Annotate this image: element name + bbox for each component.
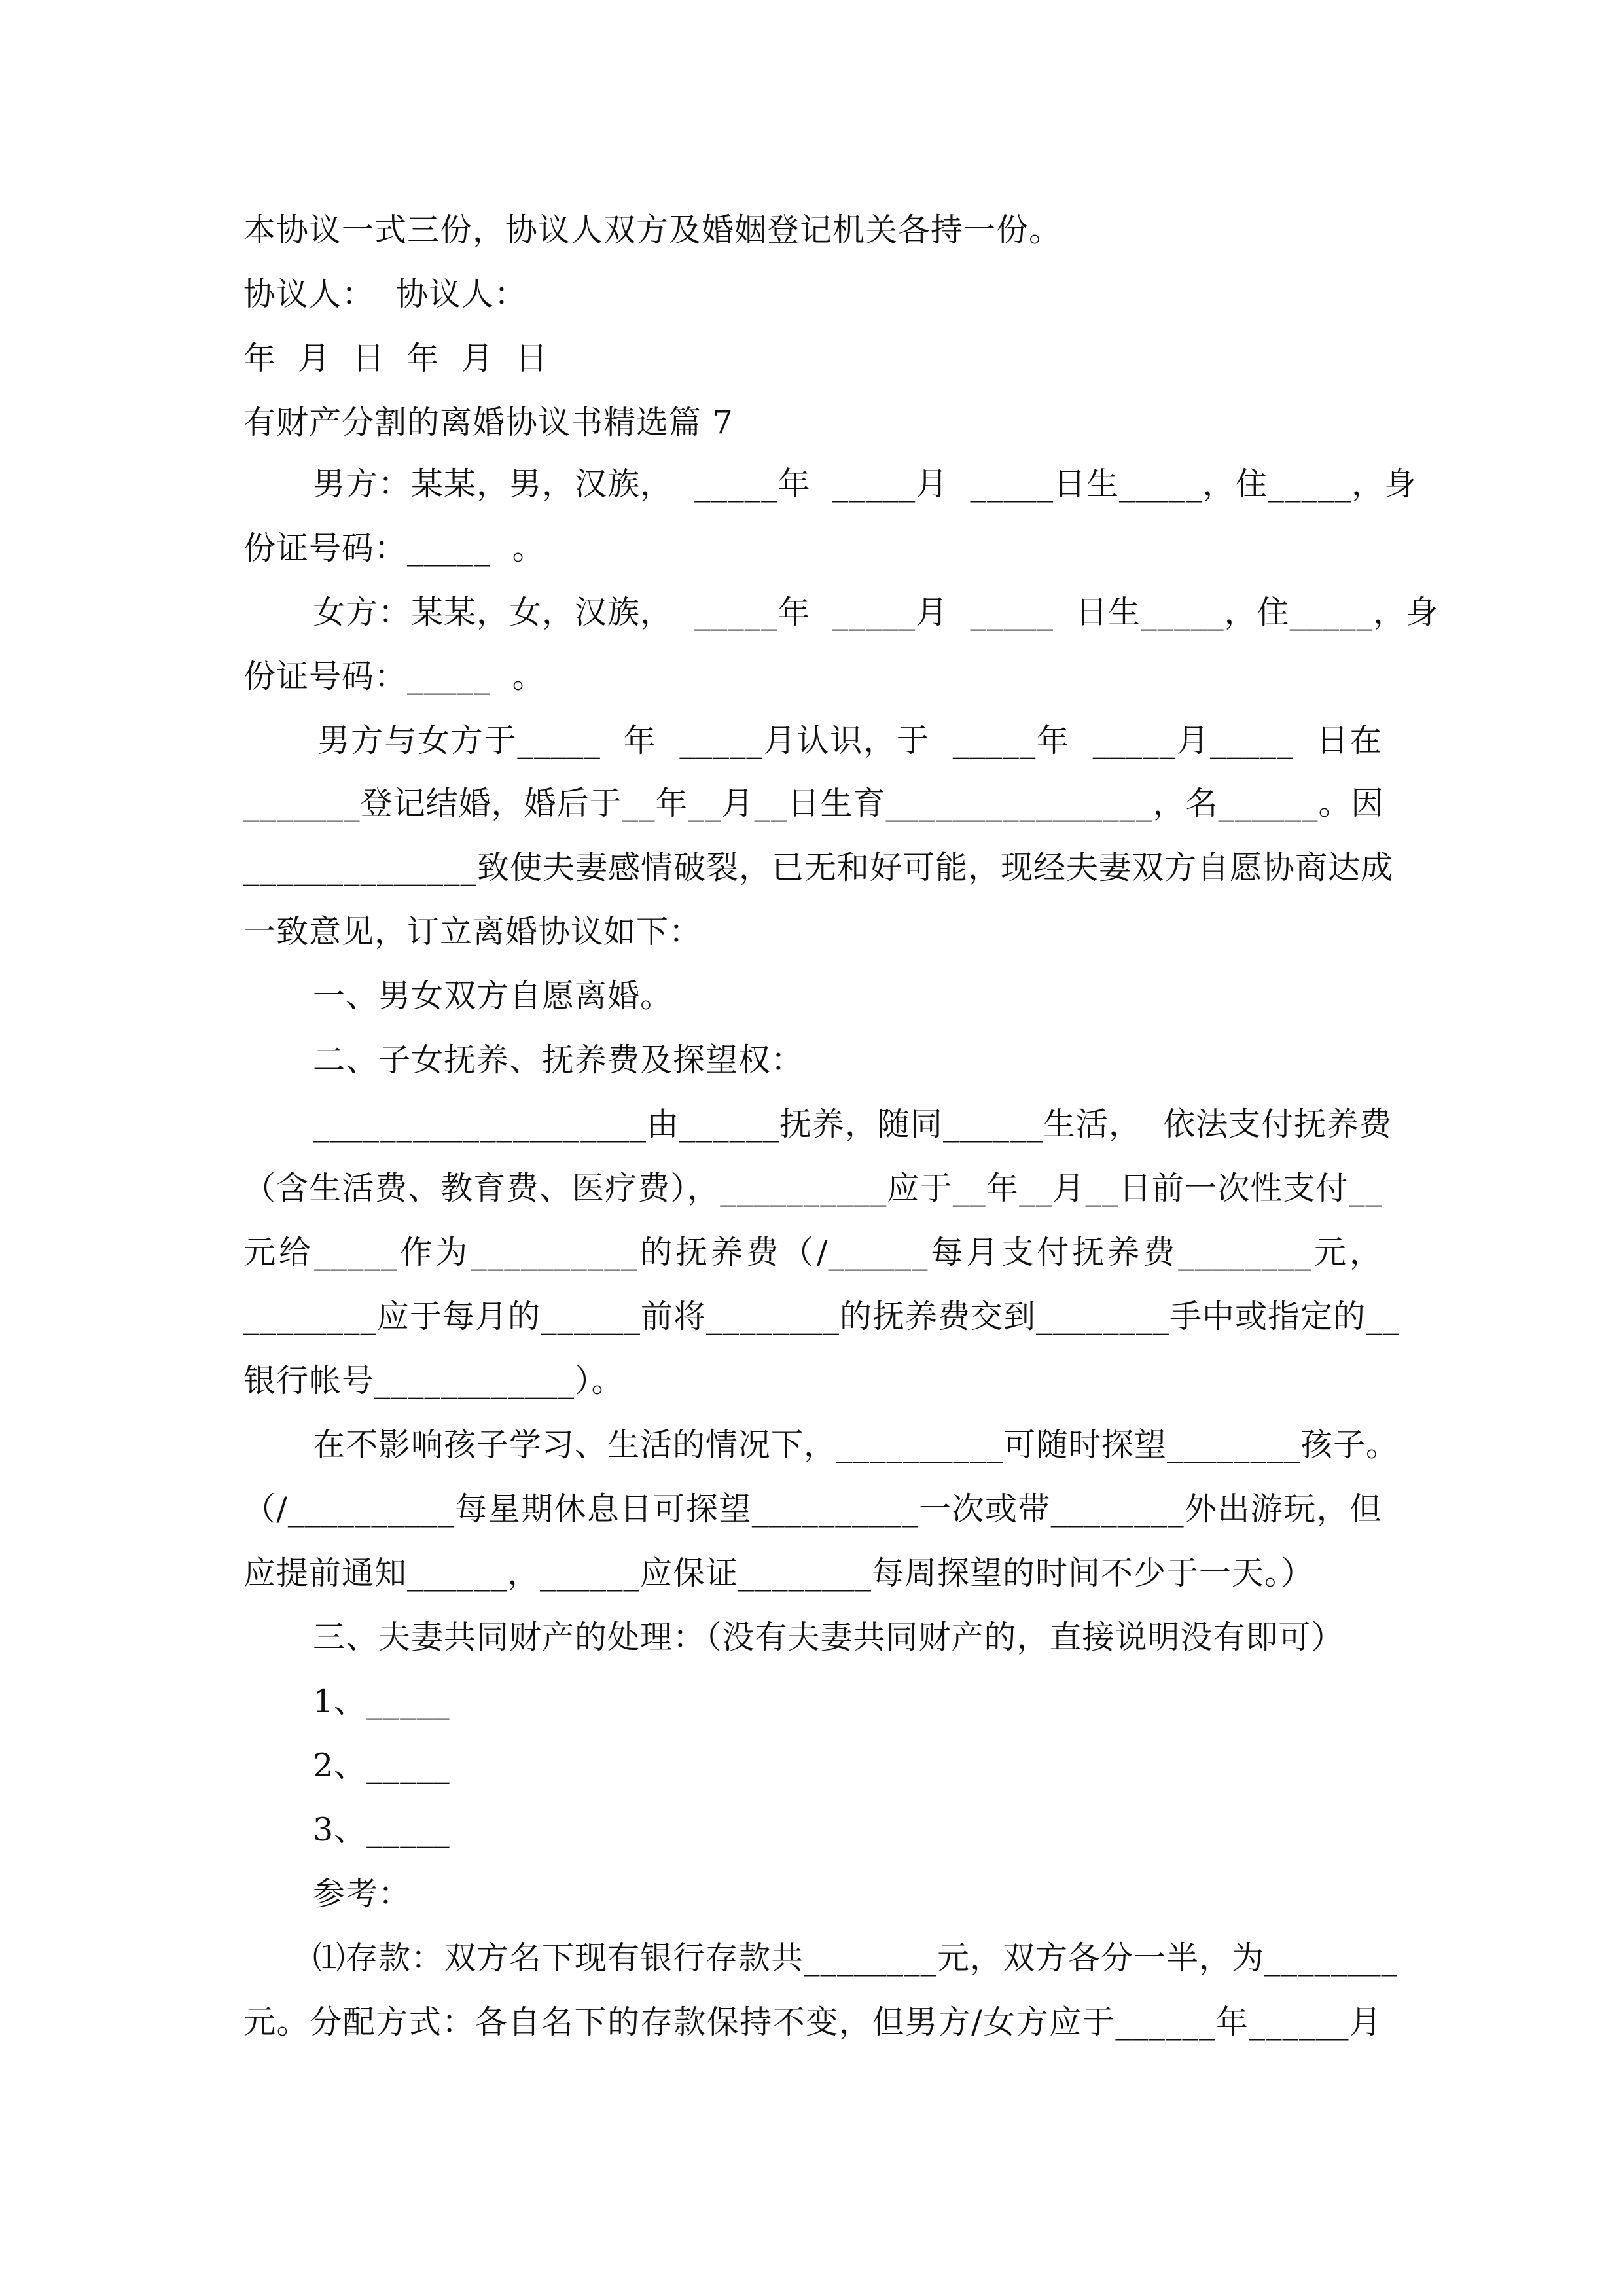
list-item-3: 3、_____ — [313, 1811, 450, 1848]
text-line-support-payment: ________应于每月的______前将________的抚养费交到________手中或指定的__ — [243, 1298, 1400, 1335]
text-line-distribution: 元。分配方式：各自名下的存款保持不变，但男方/女方应于______年______月 — [243, 2003, 1382, 2041]
text-line-bank-account: 银行帐号____________）。 — [243, 1362, 624, 1399]
text-line-male-party: 男方：某某，男，汉族， _____年 _____月 _____日生_____，住_____，身 — [313, 465, 1417, 503]
section-heading: 有财产分割的离婚协议书精选篇 7 — [243, 404, 734, 441]
text-line-marriage: _______登记结婚，婚后于__年__月__日生育________________，名______。因 — [243, 785, 1384, 822]
clause-three-heading: 三、夫妻共同财产的处理：（没有夫妻共同财产的，直接说明没有即可） — [313, 1619, 1344, 1656]
list-item-2: 2、_____ — [313, 1747, 450, 1784]
list-item-1: 1、_____ — [313, 1683, 450, 1720]
text-line-acquaintance: 男方与女方于_____ 年 _____月认识，于 _____年 _____月_____ 日在 — [306, 722, 1382, 759]
text-line-breakdown: ______________致使夫妻感情破裂，已无和好可能，现经夫妻双方自愿协商达成 — [243, 849, 1394, 886]
text-line-female-party: 女方：某某，女，汉族， _____年 _____月 _____ 日生_____，住_____，身 — [313, 594, 1439, 631]
clause-two-heading: 二、子女抚养、抚养费及探望权： — [313, 1041, 804, 1079]
text-line-reference: 参考： — [313, 1875, 412, 1912]
text-line-support-fees: （含生活费、教育费、医疗费），__________应于__年__月__日前一次性支付__ — [243, 1170, 1382, 1207]
text-line-agreement: 一致意见，订立离婚协议如下： — [243, 913, 702, 950]
text-line-visitation-weekly: （/__________每星期休息日可探望__________一次或带________外出游玩，但 — [243, 1490, 1382, 1528]
text-line-visitation: 在不影响孩子学习、生活的情况下，__________可随时探望________孩子。 — [313, 1426, 1399, 1463]
text-line-copies: 本协议一式三份，协议人双方及婚姻登记机关各持一份。 — [243, 211, 1062, 249]
text-line-custody: ____________________由______抚养，随同______生活， 依法支付抚养费 — [313, 1105, 1393, 1143]
text-line-dates: 年 月 日 年 月 日 — [243, 340, 548, 377]
clause-one: 一、男女双方自愿离婚。 — [313, 977, 673, 1014]
text-line-deposits: ⑴存款：双方名下现有银行存款共________元，双方各分一半，为________ — [313, 1939, 1399, 1977]
text-line-visitation-notice: 应提前通知______，______应保证________每周探望的时间不少于一天。） — [243, 1554, 1314, 1592]
text-line-male-id: 份证号码：_____ 。 — [243, 529, 545, 567]
text-line-support-amount: 元给_____作为__________的抚养费（/______每月支付抚养费________元， — [243, 1234, 1382, 1271]
text-line-female-id: 份证号码：_____ 。 — [243, 658, 545, 695]
text-line-signatories: 协议人： 协议人： — [243, 276, 527, 313]
